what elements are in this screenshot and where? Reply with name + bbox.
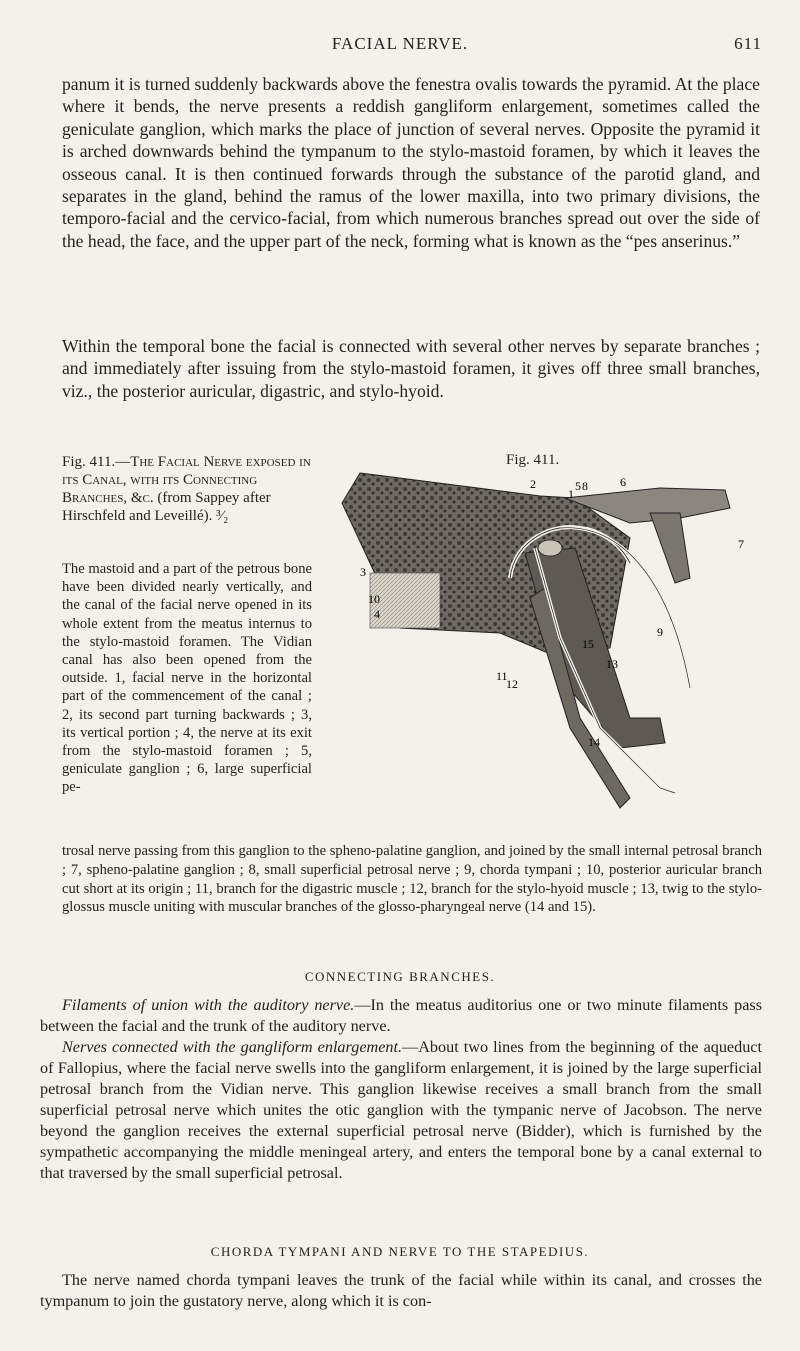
connecting-branches-text <box>40 995 762 1184</box>
fig-num-10: 10 <box>368 592 380 606</box>
caption-title: The Facial Nerve exposed in its Canal, with its Connecting Branches, &c. <box>62 454 311 506</box>
figure-description-continued: trosal nerve passing from this ganglion to the spheno-palatine ganglion, and joined by the small internal petrosal branch ; 7, spheno-palatine ganglion ; 8, small superficial petrosal nerve ; 9, chorda tympani ; 10, posterior auricular branch cut short at its origin ; 11, branch for the digastric muscle ; 12, branch for the stylo-hyoid muscle ; 13, twig to the stylo-glossus muscle uniting with muscular branches of the glosso-pharyngeal nerve (14 and 15). <box>62 843 762 916</box>
gangliform-text: —About two lines from the beginning of the aqueduct of Fallopius, where the facial nerve swells into the gangliform enlargement, it is joined by the large superficial petrosal branch from the Vidian nerve. This ganglion likewise receives a small branch from the small superficial petrosal nerve which unites the otic ganglion with the tympanic nerve of Jacobson. The nerve beyond the ganglion receives the external superficial petrosal nerve (Bidder), which is furnished by the sympathetic accompanying the middle meningeal artery, and enters the temporal bone by a canal external to that traversed by the small superficial petrosal. <box>40 1038 762 1182</box>
intro-text-1: panum it is turned suddenly backwards above the fenestra ovalis towards the pyramid. At the place where it bends, the nerve presents a reddish gangliform enlargement, sometimes called the geniculate ganglion, which marks the place of junction of several nerves. Opposite the pyramid it is arched downwards behind the tympanum to the stylo-mastoid foramen, by which it leaves the osseous canal. It is then continued forwards through the substance of the parotid gland, and separates in the gland, behind the ramus of the lower maxilla, into two primary divisions, the temporo-facial and the cervico-facial, from which numerous branches spread out over the side of the head, the face, and the upper part of the neck, forming what is known as the “pes anserinus.” <box>62 74 760 251</box>
auditory-heading: Filaments of union with the auditory nerve. <box>62 996 355 1014</box>
intro-paragraph-2 <box>62 335 760 402</box>
fig-num-15: 15 <box>582 637 594 651</box>
chorda-tympani-text <box>40 1270 762 1312</box>
chorda-paragraph: The nerve named chorda tympani leaves the trunk of the facial while within its canal, and crosses the tympanum to join the gustatory nerve, along which it is con- <box>40 1271 762 1310</box>
fig-num-13: 13 <box>606 657 618 671</box>
auditory-paragraph <box>40 995 762 1037</box>
fig-num-2: 2 <box>530 477 536 491</box>
running-title: FACIAL NERVE. <box>331 34 469 53</box>
caption-number: Fig. 411.— <box>62 454 131 470</box>
fig-num-14: 14 <box>588 735 600 749</box>
fig-num-3: 3 <box>360 565 366 579</box>
fig-num-7: 7 <box>738 537 744 551</box>
figure-description: The mastoid and a part of the petrous bone have been divided nearly vertically, and the canal of the facial nerve opened in its whole extent from the meatus internus to the stylo-mastoid foramen. The Vidian canal has also been opened from the outside. 1, facial nerve in the horizontal part of the commencement of the canal ; 2, its second part turning backwards ; 3, its vertical portion ; 4, the nerve at its exit from the stylo-mastoid foramen ; 5, geniculate ganglion ; 6, large superficial pe- <box>62 561 312 796</box>
caption-source: (from Sappey after Hirschfeld and Leveillé). ³⁄₂ <box>62 490 271 524</box>
intro-text-2: Within the temporal bone the facial is connected with several other nerves by separate branches ; and immediately after issuing from the stylo-mastoid foramen, it gives off three small branches, viz., the posterior auricular, digastric, and stylo-hyoid. <box>62 336 760 401</box>
intro-paragraph-1 <box>62 73 760 252</box>
fig-num-9: 9 <box>657 625 663 639</box>
fig-num-6: 6 <box>620 475 626 489</box>
gangliform-heading: Nerves connected with the gangliform enlargement. <box>62 1038 403 1056</box>
fig-num-8: 8 <box>582 479 588 493</box>
gangliform-paragraph <box>40 1037 762 1184</box>
page-number: 611 <box>734 34 762 53</box>
auditory-text: —In the meatus auditorius one or two minute filaments pass between the facial and the trunk of the auditory nerve. <box>40 996 762 1035</box>
page-header <box>0 34 800 58</box>
fig-num-1: 1 <box>568 487 574 501</box>
section-heading-chorda-tympani: CHORDA TYMPANI AND NERVE TO THE STAPEDIUS. <box>210 1244 590 1259</box>
fig-num-12: 12 <box>506 677 518 691</box>
section-heading-connecting-branches: CONNECTING BRANCHES. <box>304 969 496 984</box>
figure-caption <box>62 453 312 525</box>
figure-label: Fig. 411. <box>506 452 560 468</box>
facial-nerve-illustration <box>330 468 760 813</box>
fig-num-4: 4 <box>374 607 380 621</box>
fig-num-5: 5 <box>575 479 581 493</box>
fig-num-11: 11 <box>496 669 508 683</box>
